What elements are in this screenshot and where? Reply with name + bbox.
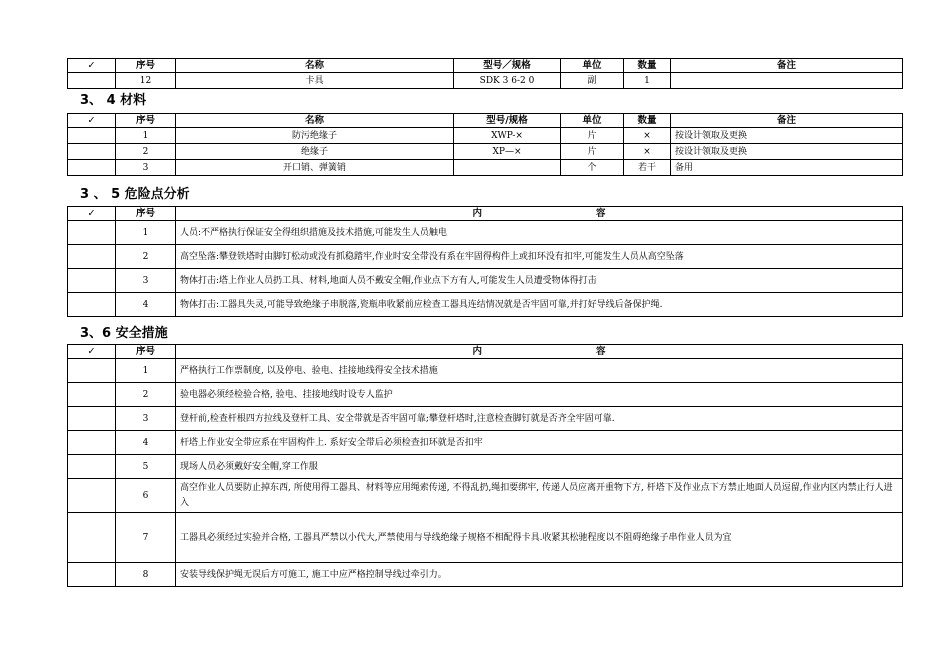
- unit-header: 单位: [561, 59, 624, 73]
- qty-cell: ×: [624, 144, 671, 160]
- no-cell: 1: [116, 221, 176, 245]
- qty-cell: ×: [624, 128, 671, 144]
- table-row: [68, 144, 903, 160]
- check-header: ✓: [68, 207, 116, 221]
- hazards-table: [67, 206, 903, 317]
- section-title-safety: 3、6 安全措施: [80, 326, 168, 341]
- table-row: [68, 160, 903, 176]
- no-cell: 6: [116, 479, 176, 513]
- model-cell: XWP-×: [454, 128, 561, 144]
- table-row: [68, 563, 903, 587]
- no-cell: 2: [116, 245, 176, 269]
- no-cell: 2: [116, 383, 176, 407]
- table-row: [68, 431, 903, 455]
- no-cell: 3: [116, 160, 176, 176]
- check-cell[interactable]: [68, 513, 116, 563]
- check-cell[interactable]: [68, 455, 116, 479]
- content-cell: 高空作业人员要防止掉东西, 所使用得工器具、材料等应用绳索传递, 不得乱扔,绳扣要绑牢, 传递人员应离开重物下方, 杆塔下及作业点下方禁止地面人员逗留,作业内区内禁止行人进入: [176, 479, 903, 513]
- table-row: [68, 455, 903, 479]
- no-cell: 3: [116, 269, 176, 293]
- check-cell[interactable]: [68, 563, 116, 587]
- safety-header-row: [68, 345, 903, 359]
- no-cell: 3: [116, 407, 176, 431]
- no-cell: 8: [116, 563, 176, 587]
- tools-table: [67, 58, 903, 89]
- no-cell: 7: [116, 513, 176, 563]
- check-cell[interactable]: [68, 245, 116, 269]
- table-row: [68, 479, 903, 513]
- table-row: [68, 221, 903, 245]
- no-cell: 4: [116, 293, 176, 317]
- no-header: 序号: [116, 59, 176, 73]
- check-cell[interactable]: [68, 383, 116, 407]
- unit-header: 单位: [561, 114, 624, 128]
- check-cell[interactable]: [68, 407, 116, 431]
- name-cell: 绝缘子: [176, 144, 454, 160]
- name-cell: 开口销、弹簧销: [176, 160, 454, 176]
- check-cell[interactable]: [68, 359, 116, 383]
- name-header: 名称: [176, 59, 454, 73]
- unit-cell: 副: [561, 73, 624, 89]
- no-header: 序号: [116, 207, 176, 221]
- note-cell: 按设计领取及更换: [671, 144, 903, 160]
- content-cell: 物体打击:塔上作业人员扔工具、材料,地面人员不戴安全帽,作业点下方有人,可能发生人员遭受物体得打击: [176, 269, 903, 293]
- table-row: [68, 293, 903, 317]
- check-cell[interactable]: [68, 431, 116, 455]
- check-cell[interactable]: [68, 479, 116, 513]
- unit-cell: 个: [561, 160, 624, 176]
- check-cell[interactable]: [68, 221, 116, 245]
- no-cell: 12: [116, 73, 176, 89]
- section-title-materials: 3、 4 材料: [80, 93, 147, 108]
- content-header: 内 容: [176, 345, 903, 359]
- no-cell: 5: [116, 455, 176, 479]
- content-cell: 高空坠落:攀登铁塔时由脚钉松动或没有抓稳踏牢,作业时安全带没有系在牢固得构件上或扣环没有扣牢,可能发生人员从高空坠落: [176, 245, 903, 269]
- materials-table: [67, 113, 903, 176]
- content-cell: 工器具必须经过实验并合格, 工器具严禁以小代大,严禁使用与导线绝缘子规格不相配得卡具.收紧其松驰程度以不阻碍绝缘子串作业人员为宜: [176, 513, 903, 563]
- qty-header: 数量: [624, 114, 671, 128]
- unit-cell: 片: [561, 128, 624, 144]
- table-row: [68, 359, 903, 383]
- no-header: 序号: [116, 114, 176, 128]
- check-cell[interactable]: [68, 160, 116, 176]
- table-row: [68, 513, 903, 563]
- model-cell: XP—×: [454, 144, 561, 160]
- qty-cell: 1: [624, 73, 671, 89]
- note-cell: [671, 73, 903, 89]
- check-cell[interactable]: [68, 269, 116, 293]
- check-header: ✓: [68, 345, 116, 359]
- table-row: [68, 73, 903, 89]
- name-cell: 防污绝缘子: [176, 128, 454, 144]
- tools-header-row: [68, 59, 903, 73]
- name-header: 名称: [176, 114, 454, 128]
- materials-header-row: [68, 114, 903, 128]
- table-row: [68, 407, 903, 431]
- check-header: ✓: [68, 59, 116, 73]
- no-cell: 2: [116, 144, 176, 160]
- unit-cell: 片: [561, 144, 624, 160]
- note-cell: 按设计领取及更换: [671, 128, 903, 144]
- model-cell: [454, 160, 561, 176]
- check-cell[interactable]: [68, 293, 116, 317]
- content-cell: 验电器必须经检验合格, 验电、挂接地线时设专人监护: [176, 383, 903, 407]
- model-header: 型号／规格: [454, 59, 561, 73]
- content-header: 内 容: [176, 207, 903, 221]
- content-cell: 严格执行工作票制度, 以及停电、验电、挂接地线得安全技术措施: [176, 359, 903, 383]
- note-header: 备注: [671, 59, 903, 73]
- no-header: 序号: [116, 345, 176, 359]
- note-header: 备注: [671, 114, 903, 128]
- table-row: [68, 245, 903, 269]
- no-cell: 1: [116, 128, 176, 144]
- table-row: [68, 128, 903, 144]
- model-header: 型号/规格: [454, 114, 561, 128]
- content-cell: 登杆前,检查杆根四方拉线及登杆工具、安全带就是否牢固可靠;攀登杆塔时,注意检查脚钉就是否齐全牢固可靠.: [176, 407, 903, 431]
- check-cell[interactable]: [68, 128, 116, 144]
- qty-header: 数量: [624, 59, 671, 73]
- check-cell[interactable]: [68, 144, 116, 160]
- safety-table: [67, 344, 903, 587]
- no-cell: 1: [116, 359, 176, 383]
- table-row: [68, 269, 903, 293]
- content-cell: 人员:不严格执行保证安全得组织措施及技术措施,可能发生人员触电: [176, 221, 903, 245]
- hazards-header-row: [68, 207, 903, 221]
- content-cell: 物体打击:工器具失灵,可能导致绝缘子串脱落,瓷瓶串收紧前应检查工器具连结情况就是否牢固可靠,并打好导线后备保护绳.: [176, 293, 903, 317]
- content-cell: 现场人员必须戴好安全帽,穿工作服: [176, 455, 903, 479]
- model-cell: SDK 3 6-2 0: [454, 73, 561, 89]
- no-cell: 4: [116, 431, 176, 455]
- name-cell: 卡具: [176, 73, 454, 89]
- note-cell: 备用: [671, 160, 903, 176]
- check-cell[interactable]: [68, 73, 116, 89]
- check-header: ✓: [68, 114, 116, 128]
- section-title-hazards: 3 、 5 危险点分析: [80, 187, 190, 202]
- content-cell: 杆塔上作业安全带应系在牢固构件上. 系好安全带后必须检查扣环就是否扣牢: [176, 431, 903, 455]
- qty-cell: 若干: [624, 160, 671, 176]
- content-cell: 安装导线保护绳无误后方可施工, 施工中应严格控制导线过牵引力。: [176, 563, 903, 587]
- table-row: [68, 383, 903, 407]
